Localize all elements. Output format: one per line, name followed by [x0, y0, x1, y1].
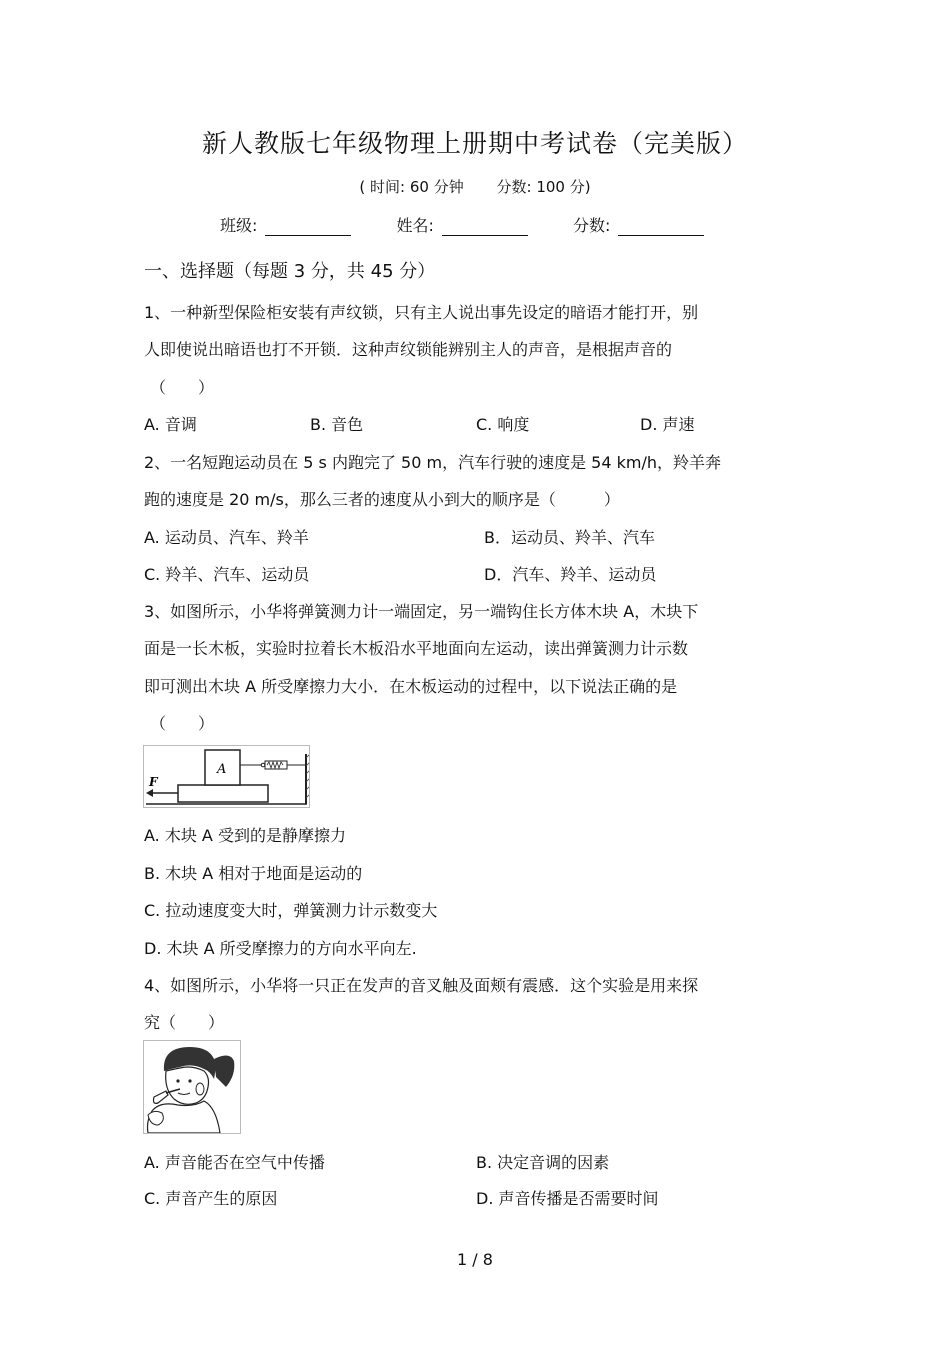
name-label: 姓名:	[396, 216, 434, 235]
q2-option-b: B．运动员、羚羊、汽车	[484, 528, 655, 547]
q4-line-2: 究（ ）	[144, 1013, 225, 1032]
q3-line-2: 面是一长木板，实验时拉着长木板沿水平地面向左运动，读出弹簧测力计示数	[144, 639, 689, 658]
class-label: 班级:	[220, 216, 258, 235]
q2-line-2: 跑的速度是 20 m/s，那么三者的速度从小到大的顺序是（ ）	[144, 490, 620, 509]
q2-option-a: A. 运动员、汽车、羚羊	[144, 528, 309, 547]
q4-option-a: A. 声音能否在空气中传播	[144, 1153, 325, 1172]
force-label: F	[149, 775, 158, 789]
exam-meta	[0, 176, 950, 197]
q4-line-1: 4、如图所示，小华将一只正在发声的音叉触及面颊有震感．这个实验是用来探	[144, 976, 699, 995]
q2-line-1: 2、一名短跑运动员在 5 s 内跑完了 50 m，汽车行驶的速度是 54 km/h，羚羊奔	[144, 453, 721, 472]
q1-line-3: （ ）	[150, 378, 215, 397]
q3-line-3: 即可测出木块 A 所受摩擦力大小．在木板运动的过程中，以下说法正确的是	[144, 677, 678, 696]
q1-line-2: 人即使说出暗语也打不开锁．这种声纹锁能辨别主人的声音，是根据声音的	[144, 340, 673, 359]
q3-option-a: A. 木块 A 受到的是静摩擦力	[144, 826, 346, 845]
q3-option-c: C. 拉动速度变大时，弹簧测力计示数变大	[144, 901, 438, 920]
score-label: 分数:	[573, 216, 611, 235]
q4-option-c: C. 声音产生的原因	[144, 1189, 278, 1208]
q3-option-d: D. 木块 A 所受摩擦力的方向水平向左.	[144, 939, 417, 958]
q1-option-a: A. 音调	[144, 415, 197, 434]
tuning-fork-figure	[143, 1040, 241, 1134]
q1-option-b: B. 音色	[310, 415, 364, 434]
section-heading: 一、选择题（每题 3 分，共 45 分）	[144, 261, 436, 282]
page-title: 新人教版七年级物理上册期中考试卷（完美版）	[201, 129, 748, 158]
class-blank	[265, 217, 351, 236]
q3-line-4: （ ）	[150, 714, 215, 733]
friction-experiment-figure	[143, 745, 310, 808]
score-info: 分数: 100 分)	[496, 178, 591, 196]
q2-option-c: C. 羚羊、汽车、运动员	[144, 565, 310, 584]
name-blank	[442, 217, 528, 236]
q1-option-c: C. 响度	[476, 415, 530, 434]
q2-option-d: D．汽车、羚羊、运动员	[484, 565, 657, 584]
page-number: 1 / 8	[457, 1250, 493, 1269]
q4-option-d: D. 声音传播是否需要时间	[476, 1189, 659, 1208]
q3-line-1: 3、如图所示，小华将弹簧测力计一端固定，另一端钩住长方体木块 A，木块下	[144, 602, 699, 621]
q1-line-1: 1、一种新型保险柜安装有声纹锁，只有主人说出事先设定的暗语才能打开，别	[144, 303, 699, 322]
q3-option-b: B. 木块 A 相对于地面是运动的	[144, 864, 363, 883]
time-info: ( 时间: 60 分钟	[359, 178, 464, 196]
q1-option-d: D. 声速	[640, 415, 695, 434]
student-info	[220, 213, 744, 236]
score-blank	[618, 217, 704, 236]
girl-tuning-fork-illustration	[144, 1041, 240, 1133]
score-field	[573, 213, 704, 236]
name-field	[397, 213, 528, 236]
class-field	[220, 213, 351, 236]
q4-option-b: B. 决定音调的因素	[476, 1153, 610, 1172]
long-board	[178, 785, 268, 802]
block-a-label: A	[217, 762, 227, 777]
friction-diagram	[144, 746, 309, 807]
